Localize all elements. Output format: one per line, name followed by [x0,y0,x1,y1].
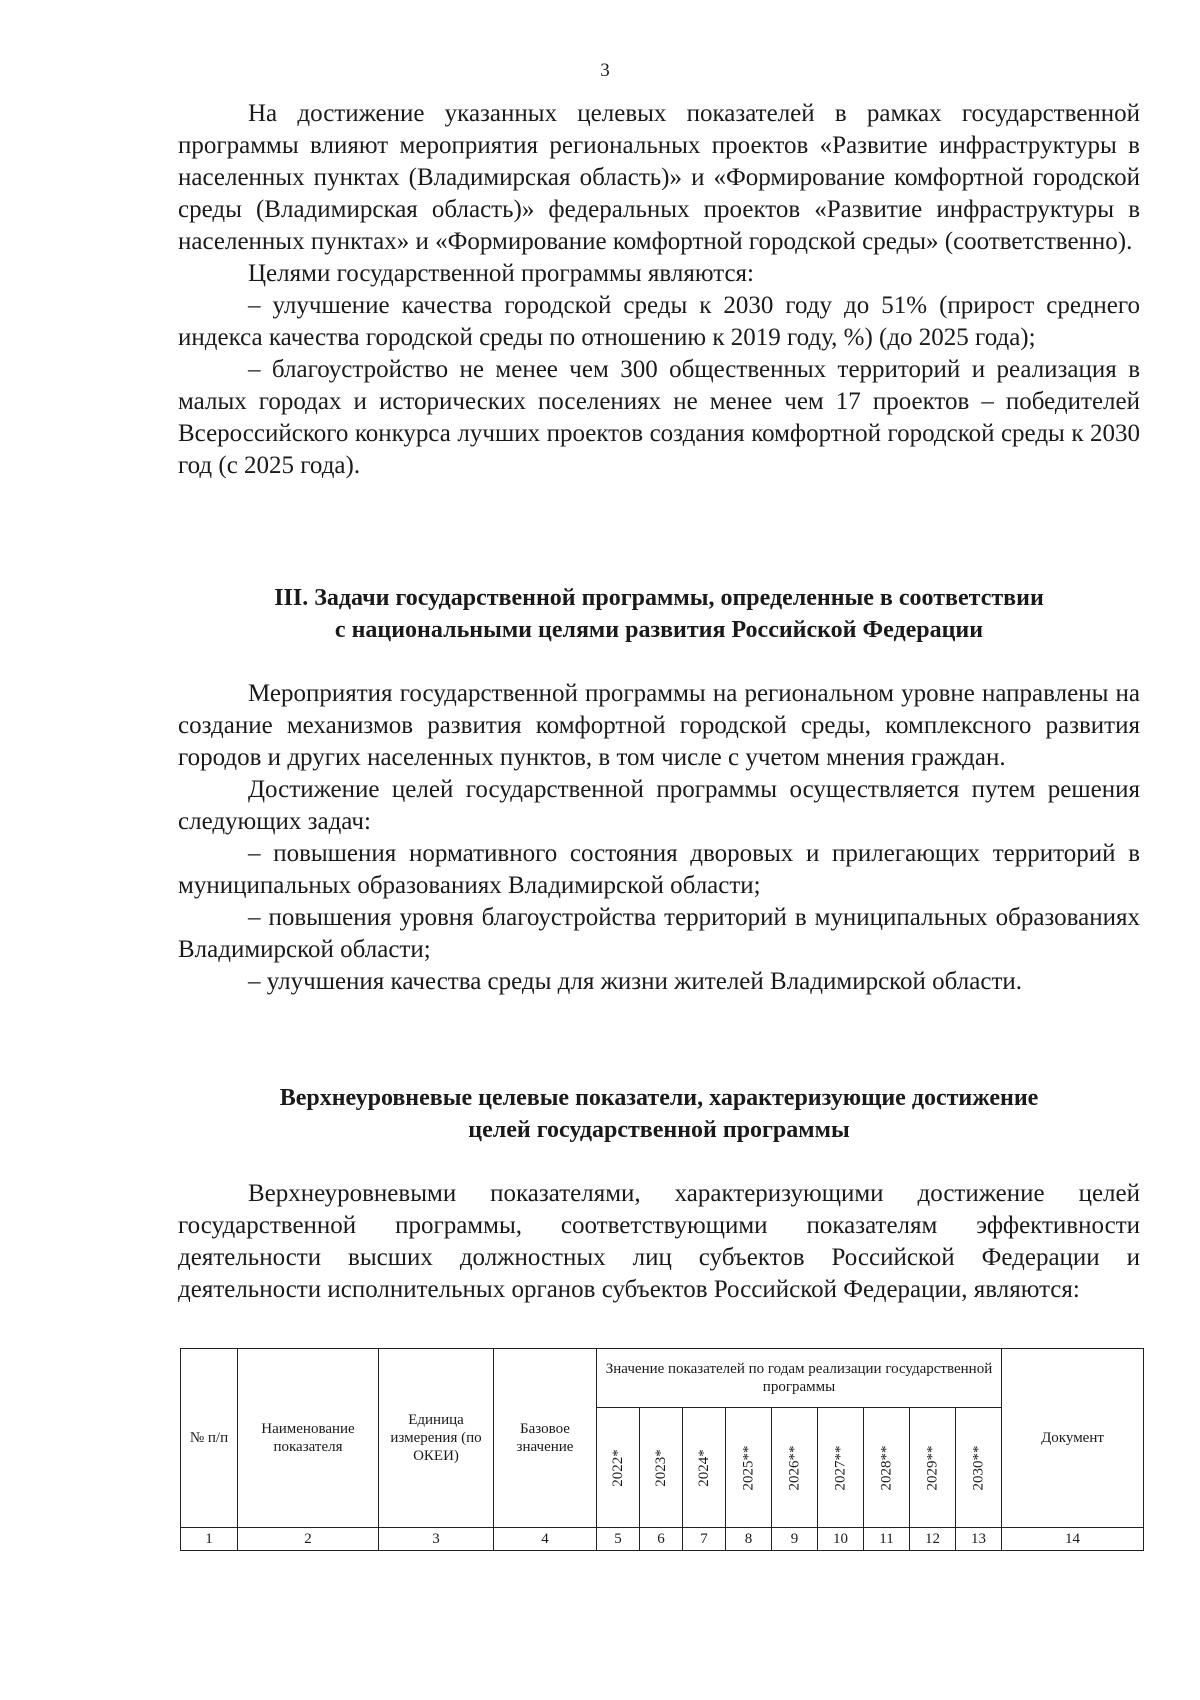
column-number: 5 [597,1528,640,1551]
column-number: 9 [772,1528,818,1551]
column-number: 10 [818,1528,864,1551]
section-heading-line: Верхнеуровневые целевые показатели, характеризующие достижение [279,1085,1039,1111]
paragraph: На достижение указанных целевых показателей в рамках государственной программы влияют мероприятия региональных проектов «Развитие инфраструктуры в населенных пунктах (Владимирская область)» и «Формирование комфортной городской среды (Владимирская область)» федеральных проектов «Развитие инфраструктуры в населенных пунктах» и «Формирование комфортной городской среды» (соответственно). [178,100,1140,255]
table-header-num: № п/п [181,1349,238,1528]
indicators-table [180,1348,1144,1551]
year-label: 2027** [832,1445,849,1490]
year-label: 2028** [878,1445,895,1490]
paragraph: – повышения уровня благоустройства территорий в муниципальных образованиях Владимирской области; [178,904,1140,963]
section-heading-line: III. Задачи государственной программы, определенные в соответствии [274,585,1044,611]
section-heading-line: целей государственной программы [468,1117,850,1143]
top-indicators-body [178,1178,1140,1306]
section3-body [178,678,1140,998]
table-header-year [772,1408,818,1528]
paragraph: – улучшения качества среды для жизни жителей Владимирской области. [248,968,1022,995]
section-heading-line: с национальными целями развития Российской Федерации [334,617,984,643]
column-number: 1 [181,1528,238,1551]
intro-section [178,98,1140,482]
column-number: 4 [494,1528,597,1551]
table-header-year [818,1408,864,1528]
table-header-base: Базовое значение [494,1349,597,1528]
table-header-year [726,1408,772,1528]
table-header-unit: Единица измерения (по ОКЕИ) [379,1349,494,1528]
paragraph: Целями государственной программы являются: [248,260,754,287]
column-number: 3 [379,1528,494,1551]
paragraph: – благоустройство не менее чем 300 общественных территорий и реализация в малых городах и исторических поселениях не менее чем 17 проектов – победителей Всероссийского конкурса лучших проектов создания комфортной городской среды к 2030 год (с 2025 года). [178,356,1140,479]
table-header-year [640,1408,683,1528]
column-number: 6 [640,1528,683,1551]
column-number: 2 [238,1528,379,1551]
year-label: 2022* [610,1448,626,1487]
year-label: 2030** [970,1445,987,1490]
paragraph: Верхнеуровневыми показателями, характеризующими достижение целей государственной программы, соответствующими показателям эффективности деятельности высших должностных лиц субъектов Российской Федерации и деятельности исполнительных органов субъектов Российской Федерации, являются: [178,1180,1140,1303]
year-label: 2026** [786,1445,803,1490]
column-number: 8 [726,1528,772,1551]
table-header-year [864,1408,910,1528]
year-label: 2025** [740,1445,757,1490]
table-header-year [683,1408,726,1528]
table-row [181,1528,1144,1551]
table-header-year [910,1408,956,1528]
page-number: 3 [600,60,610,81]
table-header-year [597,1408,640,1528]
table-header-values-group: Значение показателей по годам реализации государственной программы [597,1349,1002,1408]
table-header-year [956,1408,1002,1528]
table-header-document: Документ [1002,1349,1144,1528]
paragraph: – повышения нормативного состояния дворовых и прилегающих территорий в муниципальных образованиях Владимирской области; [178,840,1140,899]
column-number: 14 [1002,1528,1144,1551]
table-header-name: Наименование показателя [238,1349,379,1528]
column-number: 12 [910,1528,956,1551]
column-number: 13 [956,1528,1002,1551]
year-label: 2023* [653,1448,669,1487]
paragraph: Достижение целей государственной программы осуществляется путем решения следующих задач: [178,776,1140,835]
year-label: 2024* [696,1448,712,1487]
column-number: 7 [683,1528,726,1551]
paragraph: – улучшение качества городской среды к 2030 году до 51% (прирост среднего индекса качества городской среды по отношению к 2019 году, %) (до 2025 года); [178,292,1140,351]
column-number: 11 [864,1528,910,1551]
year-label: 2029** [924,1445,941,1490]
paragraph: Мероприятия государственной программы на региональном уровне направлены на создание механизмов развития комфортной городской среды, комплексного развития городов и других населенных пунктов, в том числе с учетом мнения граждан. [178,680,1140,771]
